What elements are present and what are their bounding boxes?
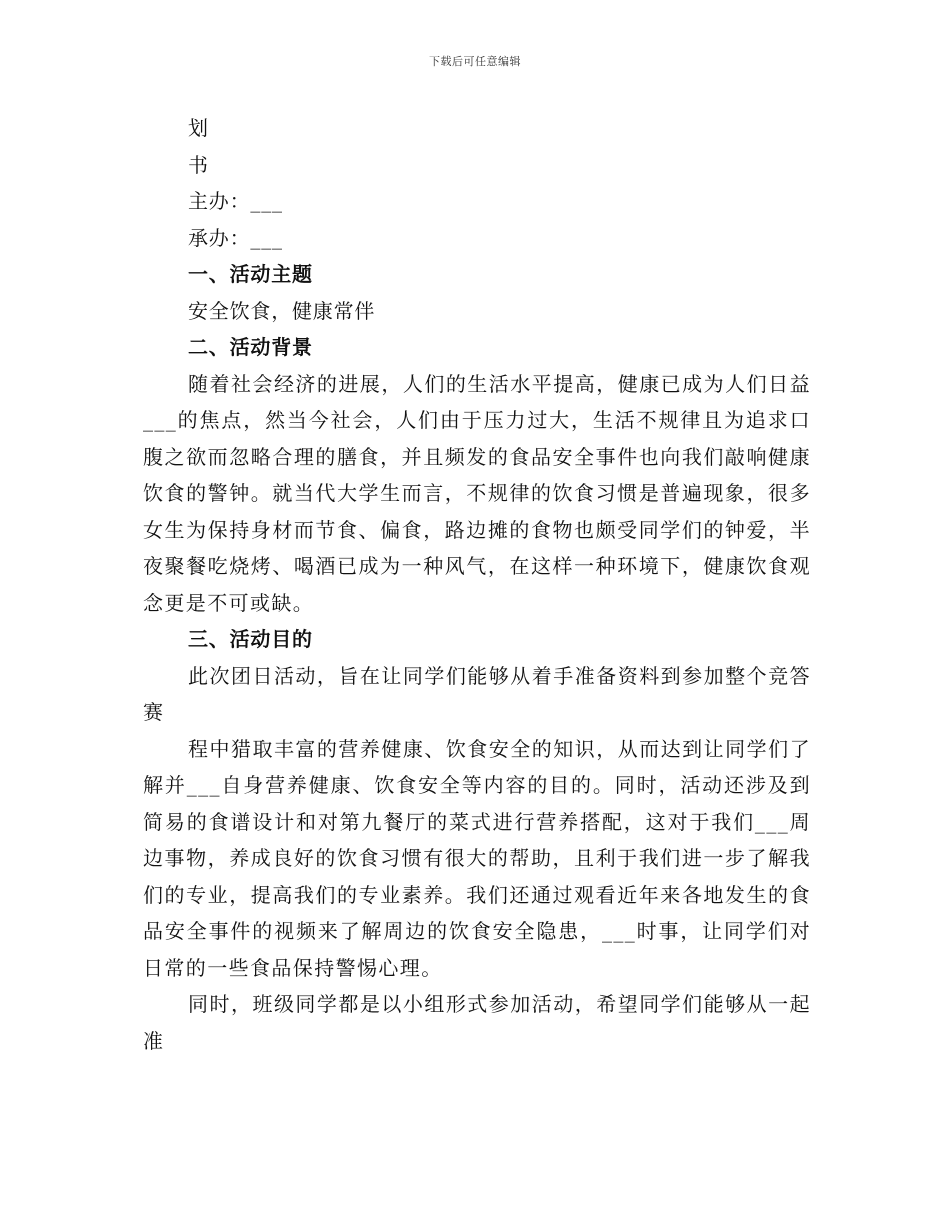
purpose-paragraph-1: 此次团日活动，旨在让同学们能够从着手准备资料到参加整个竞答赛	[143, 663, 811, 724]
section-heading-theme: 一、活动主题	[188, 262, 313, 286]
document-body	[143, 110, 811, 1059]
section-heading-purpose: 三、活动目的	[188, 627, 313, 651]
theme-text: 安全饮食，健康常伴	[188, 298, 376, 323]
purpose-paragraph-2: 程中猎取丰富的营养健康、饮食安全的知识，从而达到让同学们了解并___自身营养健康、饮食安全等内容的目的。同时，活动还涉及到简易的食谱设计和对第九餐厅的菜式进行营养搭配，这对于我们___周边事物，养成良好的饮食习惯有很大的帮助，且利于我们进一步了解我们的专业，提高我们的专业素养。我们还通过观看近年来各地发生的食品安全事件的视频来了解周边的饮食安全隐患，___时事，让同学们对日常的一些食品保持警惕心理。	[143, 736, 811, 980]
organizer-line: 承办：___	[188, 225, 283, 250]
section-heading-background: 二、活动背景	[188, 335, 313, 359]
background-paragraph: 随着社会经济的进展，人们的生活水平提高，健康已成为人们日益___的焦点，然当今社会，人们由于压力过大，生活不规律且为追求口腹之欲而忽略合理的膳食，并且频发的食品安全事件也向我们敲响健康饮食的警钟。就当代大学生而言，不规律的饮食习惯是普遍现象，很多女生为保持身材而节食、偏食，路边摊的食物也颇受同学们的钟爱，半夜聚餐吃烧烤、喝酒已成为一种风气，在这样一种环境下，健康饮食观念更是不可或缺。	[143, 371, 811, 615]
host-line: 主办：___	[188, 189, 283, 213]
title-fragment-2: 书	[188, 152, 209, 177]
title-fragment-1: 划	[188, 116, 209, 140]
purpose-paragraph-3: 同时，班级同学都是以小组形式参加活动，希望同学们能够从一起准	[143, 992, 811, 1053]
page-header: 下载后可任意编辑	[429, 55, 521, 68]
